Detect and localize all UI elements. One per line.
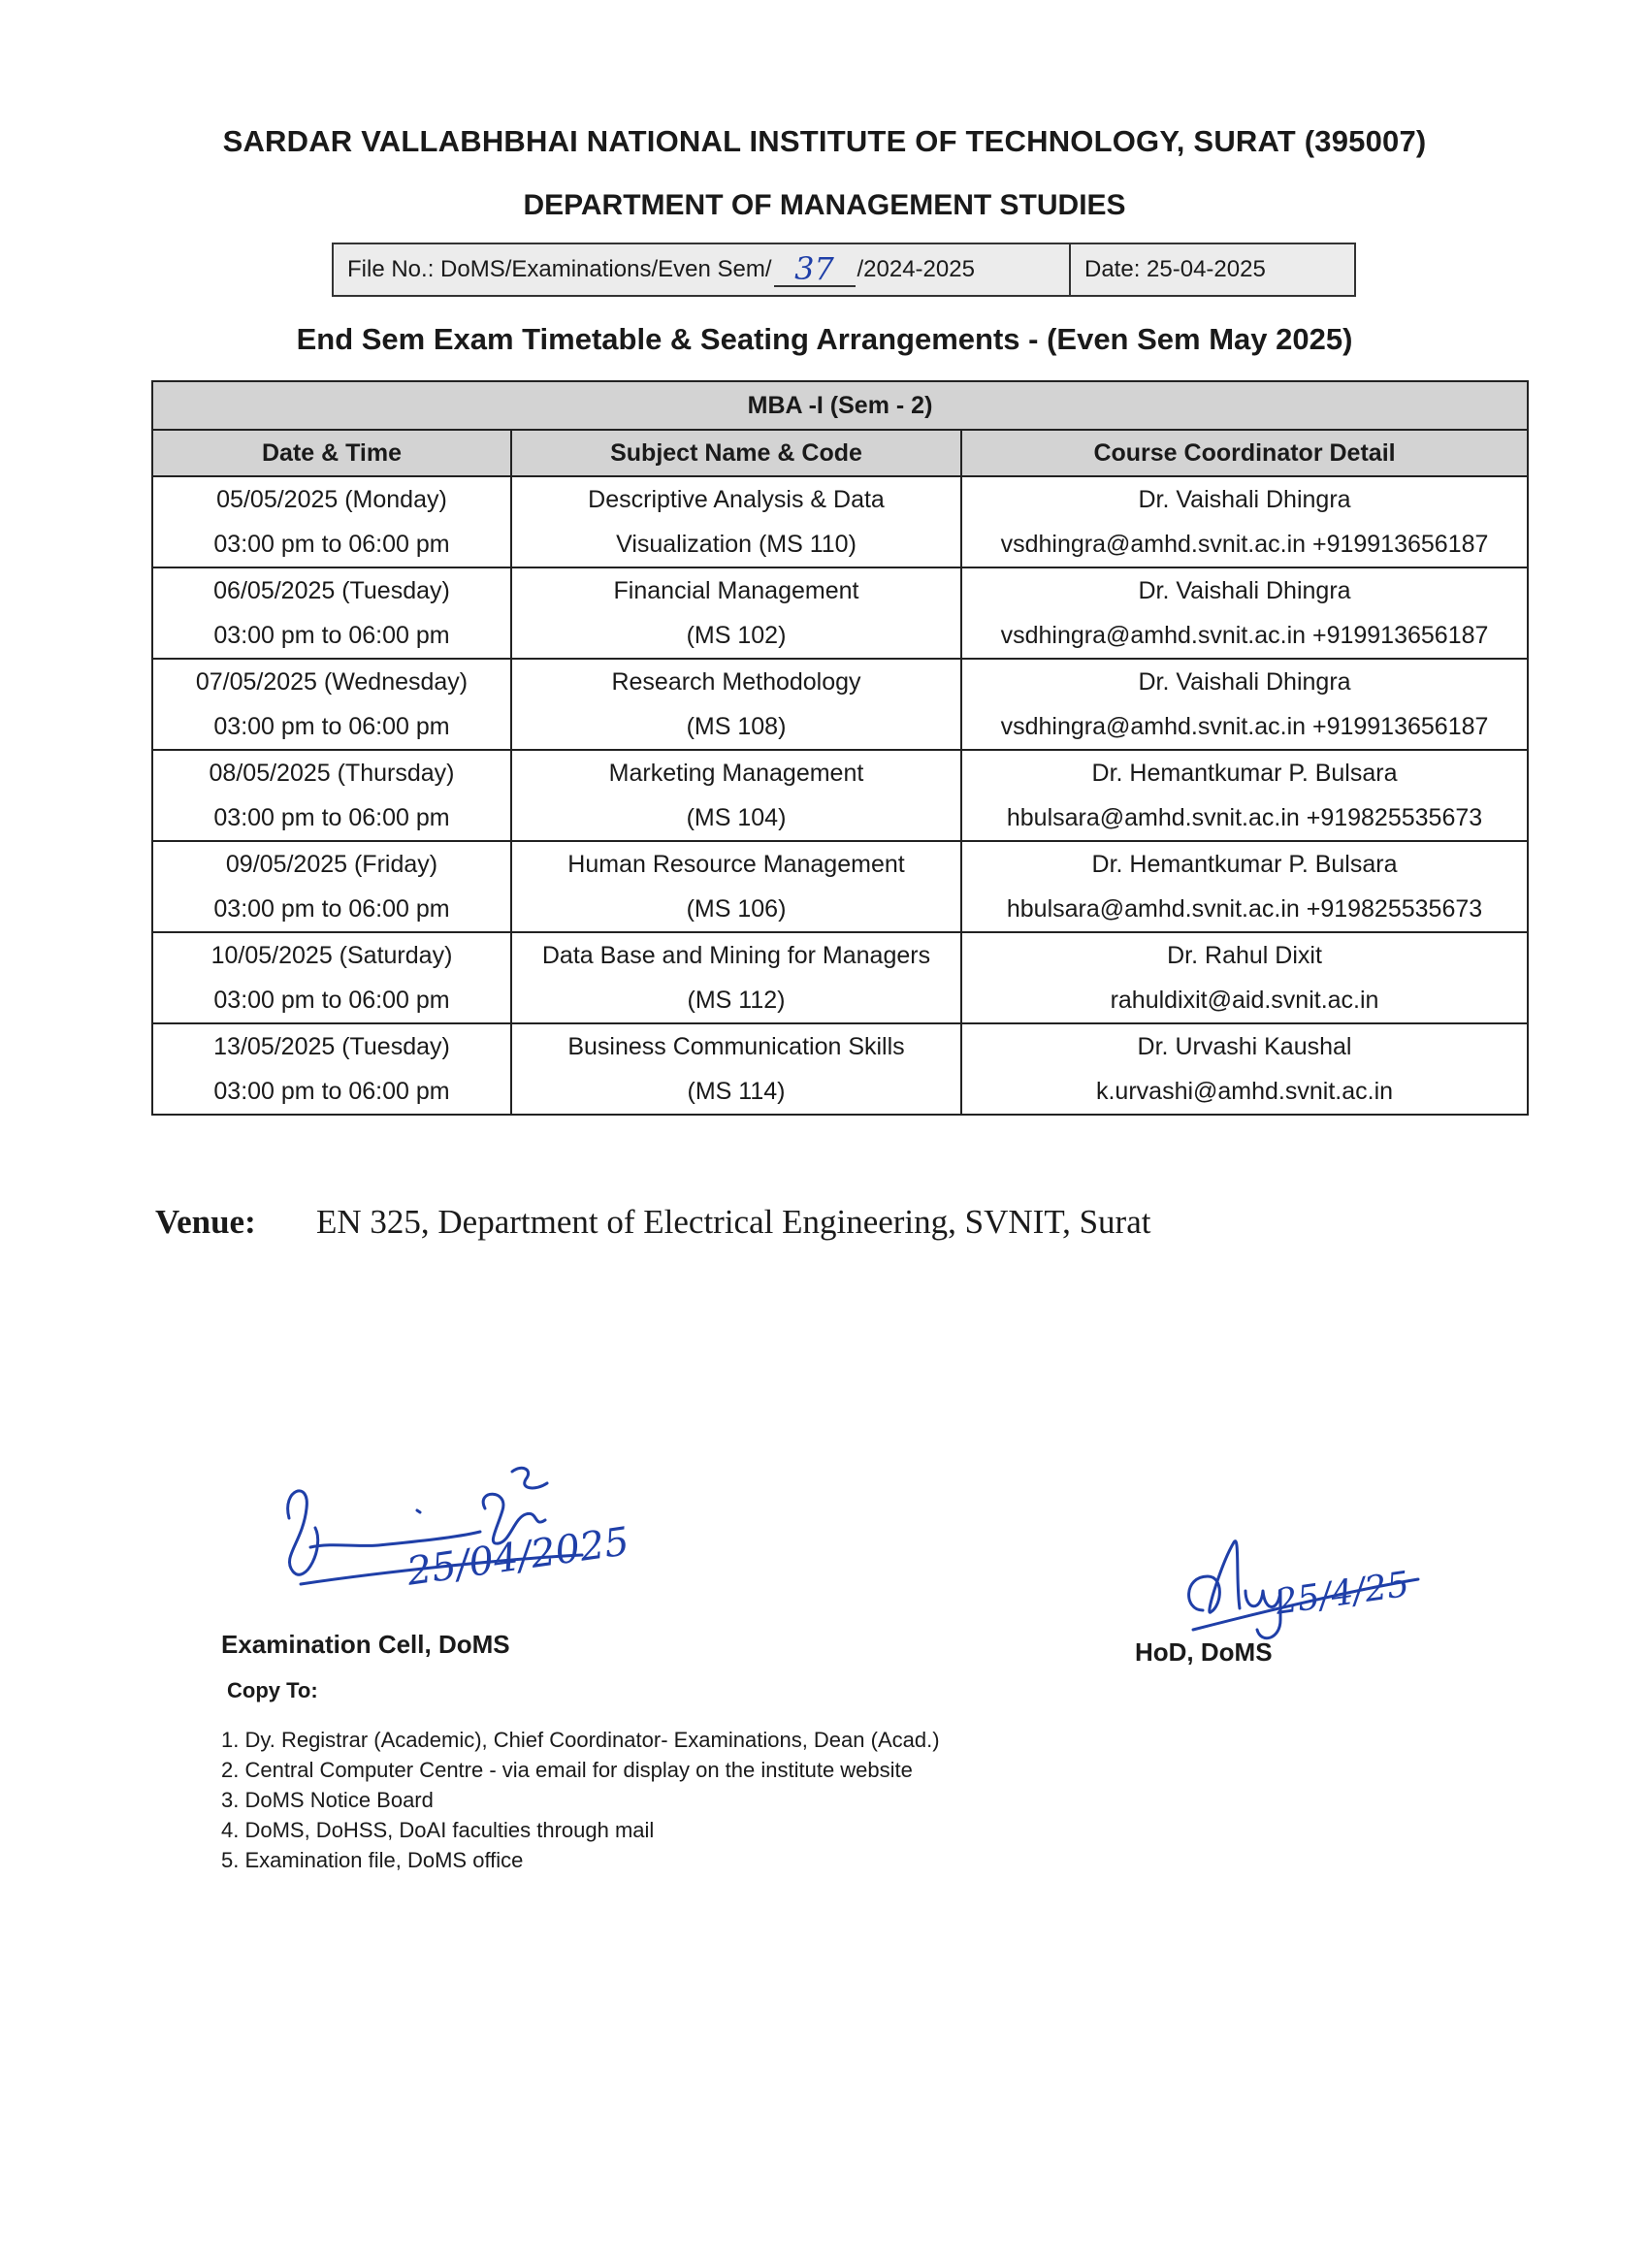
venue: [155, 1203, 1150, 1242]
list-item: 3. DoMS Notice Board: [221, 1788, 434, 1812]
coordinator-contact: vsdhingra@amhd.svnit.ac.in +919913656187: [1000, 531, 1489, 558]
coordinator-contact: vsdhingra@amhd.svnit.ac.in +919913656187: [1000, 713, 1489, 740]
coordinator-name: Dr. Hemantkumar P. Bulsara: [1091, 851, 1398, 878]
exam-date: 06/05/2025 (Tuesday): [213, 577, 450, 604]
department-name: DEPARTMENT OF MANAGEMENT STUDIES: [523, 189, 1126, 221]
coordinator-name: Dr. Vaishali Dhingra: [1138, 486, 1351, 513]
institute-name: SARDAR VALLABHBHAI NATIONAL INSTITUTE OF TECHNOLOGY, SURAT (395007): [222, 124, 1427, 158]
venue-value: EN 325, Department of Electrical Engineering, SVNIT, Surat: [316, 1203, 1151, 1241]
subject-cell: [511, 841, 961, 932]
column-header-coordinator: Course Coordinator Detail: [961, 430, 1528, 476]
subject-code: (MS 102): [686, 622, 787, 649]
date-time-cell: [152, 841, 511, 932]
exam-timetable: [151, 380, 1529, 1116]
subject-cell: [511, 1023, 961, 1115]
exam-cell-signature-date: 25/04/2025: [404, 1519, 632, 1595]
exam-time: 03:00 pm to 06:00 pm: [213, 531, 450, 558]
exam-date: 10/05/2025 (Saturday): [210, 942, 453, 969]
exam-cell-title: Examination Cell, DoMS: [221, 1630, 510, 1659]
exam-time: 03:00 pm to 06:00 pm: [213, 622, 450, 649]
subject-cell: [511, 567, 961, 659]
copy-to-list: [221, 1725, 940, 1875]
coordinator-name: Dr. Urvashi Kaushal: [1137, 1033, 1352, 1060]
coordinator-contact: k.urvashi@amhd.svnit.ac.in: [1095, 1078, 1394, 1105]
coordinator-name: Dr. Vaishali Dhingra: [1138, 577, 1351, 604]
table-row: [152, 476, 1528, 567]
subject-name: Financial Management: [613, 577, 859, 604]
subject-name: Business Communication Skills: [567, 1033, 905, 1060]
date-time-cell: [152, 750, 511, 841]
coordinator-cell: [961, 932, 1528, 1023]
venue-label: Venue:: [155, 1203, 256, 1241]
exam-date: 09/05/2025 (Friday): [225, 851, 438, 878]
list-item: 2. Central Computer Centre - via email for display on the institute website: [221, 1758, 913, 1782]
column-header-subject: Subject Name & Code: [511, 430, 961, 476]
subject-name: Human Resource Management: [567, 851, 905, 878]
coordinator-cell: [961, 750, 1528, 841]
file-number-handwritten: 37: [774, 252, 856, 287]
exam-time: 03:00 pm to 06:00 pm: [213, 895, 450, 923]
coordinator-name: Dr. Vaishali Dhingra: [1138, 668, 1351, 696]
table-row: [152, 841, 1528, 932]
coordinator-contact: hbulsara@amhd.svnit.ac.in +919825535673: [1006, 804, 1483, 831]
subject-code: Visualization (MS 110): [616, 531, 857, 558]
subject-cell: [511, 750, 961, 841]
table-row: [152, 932, 1528, 1023]
list-item: 5. Examination file, DoMS office: [221, 1848, 524, 1872]
subject-cell: [511, 476, 961, 567]
hod-title: HoD, DoMS: [1135, 1637, 1273, 1667]
document-title: End Sem Exam Timetable & Seating Arrangements - (Even Sem May 2025): [296, 322, 1353, 356]
subject-name: Descriptive Analysis & Data: [588, 486, 885, 513]
coordinator-contact: vsdhingra@amhd.svnit.ac.in +919913656187: [1000, 622, 1489, 649]
date-time-cell: [152, 659, 511, 750]
coordinator-name: Dr. Hemantkumar P. Bulsara: [1091, 760, 1398, 787]
file-number-prefix: File No.: DoMS/Examinations/Even Sem/: [347, 256, 772, 282]
coordinator-cell: [961, 841, 1528, 932]
coordinator-cell: [961, 476, 1528, 567]
coordinator-cell: [961, 659, 1528, 750]
exam-date: 13/05/2025 (Tuesday): [213, 1033, 450, 1060]
copy-to-label: Copy To:: [227, 1678, 318, 1702]
subject-code: (MS 114): [687, 1078, 786, 1105]
column-header-date-time: Date & Time: [152, 430, 511, 476]
file-date: Date: 25-04-2025: [1084, 256, 1266, 282]
file-number-suffix: /2024-2025: [857, 256, 975, 282]
exam-date: 05/05/2025 (Monday): [216, 486, 447, 513]
subject-name: Data Base and Mining for Managers: [541, 942, 931, 969]
subject-code: (MS 108): [686, 713, 787, 740]
subject-name: Marketing Management: [608, 760, 864, 787]
exam-time: 03:00 pm to 06:00 pm: [213, 1078, 450, 1105]
date-time-cell: [152, 567, 511, 659]
coordinator-name: Dr. Rahul Dixit: [1167, 942, 1322, 969]
coordinator-contact: rahuldixit@aid.svnit.ac.in: [1110, 987, 1379, 1014]
subject-name: Research Methodology: [611, 668, 861, 696]
exam-date: 08/05/2025 (Thursday): [209, 760, 455, 787]
coordinator-cell: [961, 1023, 1528, 1115]
subject-cell: [511, 932, 961, 1023]
exam-date: 07/05/2025 (Wednesday): [195, 668, 469, 696]
table-row: [152, 750, 1528, 841]
exam-time: 03:00 pm to 06:00 pm: [213, 804, 450, 831]
subject-code: (MS 106): [686, 895, 787, 923]
table-row: [152, 1023, 1528, 1115]
file-info-box: [332, 243, 1356, 297]
coordinator-contact: hbulsara@amhd.svnit.ac.in +919825535673: [1006, 895, 1483, 923]
file-number: [334, 244, 1071, 295]
exam-time: 03:00 pm to 06:00 pm: [213, 987, 450, 1014]
exam-time: 03:00 pm to 06:00 pm: [213, 713, 450, 740]
table-row: [152, 567, 1528, 659]
list-item: 1. Dy. Registrar (Academic), Chief Coordinator- Examinations, Dean (Acad.): [221, 1728, 940, 1752]
subject-code: (MS 104): [686, 804, 787, 831]
date-time-cell: [152, 1023, 511, 1115]
coordinator-cell: [961, 567, 1528, 659]
program-header: MBA -I (Sem - 2): [152, 381, 1528, 430]
date-time-cell: [152, 932, 511, 1023]
hod-signature-date: 25/4/25: [1273, 1564, 1412, 1623]
subject-cell: [511, 659, 961, 750]
list-item: 4. DoMS, DoHSS, DoAI faculties through mail: [221, 1818, 655, 1842]
subject-code: (MS 112): [687, 987, 786, 1014]
table-row: [152, 659, 1528, 750]
date-time-cell: [152, 476, 511, 567]
